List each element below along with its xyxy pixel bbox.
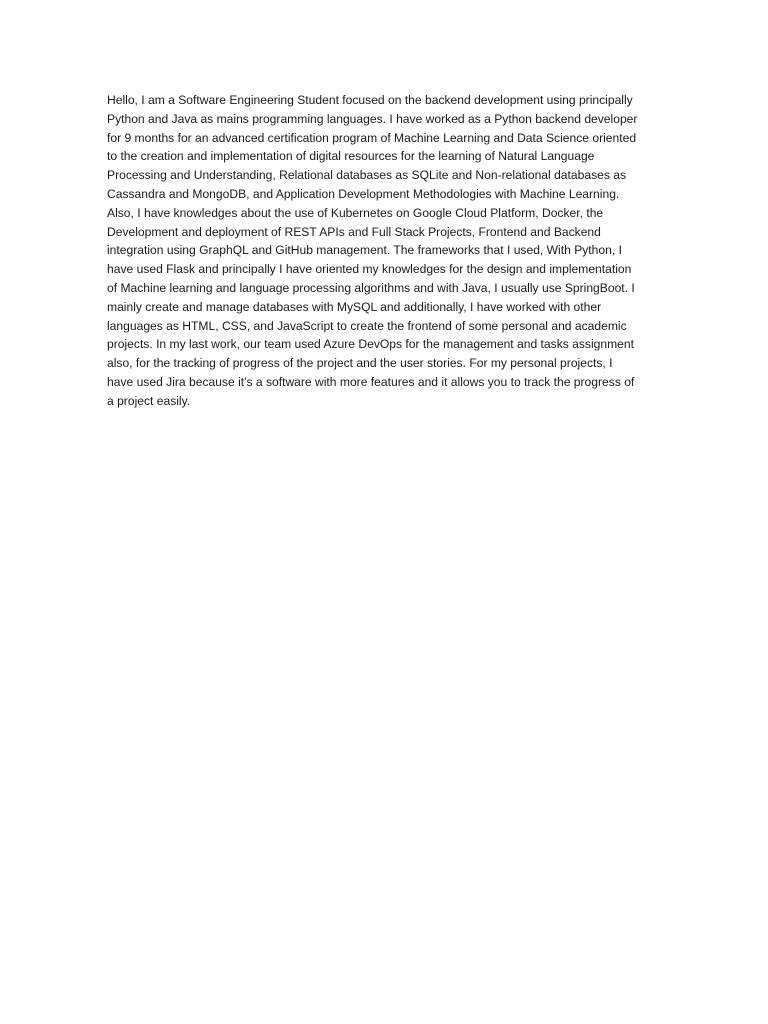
paragraph-line: mainly create and manage databases with MySQL and additionally, I have worked with other (107, 299, 602, 314)
paragraph-line: languages as HTML, CSS, and JavaScript to create the frontend of some personal and academic (107, 318, 627, 333)
paragraph-line: of Machine learning and language processing algorithms and with Java, I usually use SpringBoot. I (107, 280, 635, 295)
paragraph-line: Cassandra and MongoDB, and Application Development Methodologies with Machine Learning. (107, 186, 620, 201)
body-paragraph (107, 91, 663, 411)
paragraph-line: have used Jira because it's a software with more features and it allows you to track the progress of (107, 374, 635, 389)
paragraph-line: for 9 months for an advanced certification program of Machine Learning and Data Science oriented (107, 130, 637, 145)
paragraph-line: Also, I have knowledges about the use of Kubernetes on Google Cloud Platform, Docker, the (107, 205, 604, 220)
paragraph-line: have used Flask and principally I have oriented my knowledges for the design and implementation (107, 262, 632, 277)
paragraph-line: Processing and Understanding, Relational databases as SQLite and Non-relational databases as (107, 168, 627, 183)
paragraph-line: Hello, I am a Software Engineering Student focused on the backend development using principally (107, 93, 633, 107)
paragraph-line: projects. In my last work, our team used Azure DevOps for the management and tasks assignment (107, 337, 634, 352)
paragraph-line: also, for the tracking of progress of the project and the user stories. For my personal projects, I (107, 356, 613, 371)
paragraph-line: to the creation and implementation of digital resources for the learning of Natural Language (107, 149, 595, 164)
paragraph-line: integration using GraphQL and GitHub management. The frameworks that I used, With Python, I (107, 243, 622, 258)
paragraph-line: a project easily. (107, 393, 191, 408)
paragraph-line: Development and deployment of REST APIs and Full Stack Projects, Frontend and Backend (107, 224, 601, 239)
paragraph-line: Python and Java as mains programming languages. I have worked as a Python backend developer (107, 111, 638, 126)
